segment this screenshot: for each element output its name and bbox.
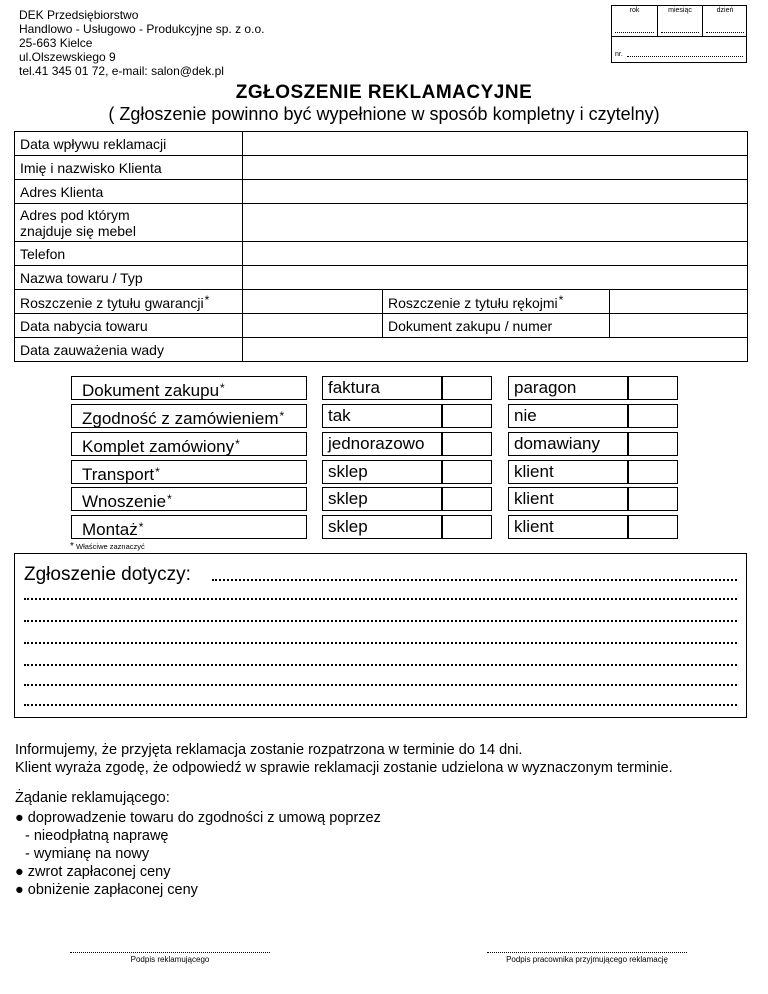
phone-label: Telefon: [15, 242, 243, 266]
checklist-checkbox-2[interactable]: [628, 460, 678, 484]
footnote-text: Właściwe zaznaczyć: [76, 542, 145, 551]
warranty-claim-text: Roszczenie z tytułu gwarancji: [20, 294, 204, 311]
demand-item: ● zwrot zapłaconej ceny: [15, 864, 171, 880]
complaint-label: Zgłoszenie dotyczy:: [24, 564, 191, 585]
employee-signature-label: Podpis pracownika przyjmującego reklamację: [506, 955, 668, 964]
checklist-option-1: sklep: [322, 460, 442, 484]
checklist-checkbox-2[interactable]: [628, 376, 678, 400]
checklist-option-1: sklep: [322, 487, 442, 511]
checklist-option-2: klient: [508, 487, 628, 511]
checklist-option-2: domawiany: [508, 432, 628, 456]
company-line: 25-663 Kielce: [19, 36, 93, 50]
warranty-claim-label: [15, 290, 243, 314]
checklist-checkbox-2[interactable]: [628, 487, 678, 511]
month-field[interactable]: [658, 6, 703, 36]
receipt-date-field[interactable]: [243, 132, 748, 156]
number-label: nr.: [615, 51, 623, 58]
checklist-label: Transport*: [71, 460, 307, 484]
bullet-icon: ●: [15, 810, 24, 826]
checklist-option-2: nie: [508, 404, 628, 428]
company-header: [19, 8, 264, 78]
day-field[interactable]: [703, 6, 747, 36]
checklist-option-1: sklep: [322, 515, 442, 539]
furniture-address-field[interactable]: [243, 204, 748, 242]
bullet-icon: ●: [15, 882, 24, 898]
footnote: [70, 541, 145, 552]
demand-section: [15, 789, 381, 899]
demand-item: ● obniżenie zapłaconej ceny: [15, 882, 198, 898]
furniture-address-label-line1: Adres pod którym: [20, 206, 130, 223]
client-data-table: [14, 131, 748, 362]
client-name-field[interactable]: [243, 156, 748, 180]
star-icon: *: [235, 437, 240, 451]
demand-item: ● doprowadzenie towaru do zgodności z umową poprzez: [15, 810, 381, 826]
star-icon: *: [167, 492, 172, 506]
company-line: tel.41 345 01 72, e-mail: salon@dek.pl: [19, 64, 224, 78]
checklist-checkbox-2[interactable]: [628, 404, 678, 428]
checklist-checkbox-1[interactable]: [442, 432, 492, 456]
checklist-option-1: jednorazowo: [322, 432, 442, 456]
defect-date-field[interactable]: [243, 338, 748, 362]
checklist-label: Komplet zamówiony*: [71, 432, 307, 456]
checklist-label: Montaż*: [71, 515, 307, 539]
checklist-option-1: faktura: [322, 376, 442, 400]
purchase-date-label: Data nabycia towaru: [15, 314, 243, 338]
statutory-claim-text: Roszczenie z tytułu rękojmi: [388, 294, 558, 311]
demand-heading: Żądanie reklamującego:: [15, 790, 170, 806]
purchase-date-field[interactable]: [243, 314, 383, 338]
day-label: dzień: [716, 7, 734, 14]
star-icon: *: [70, 541, 74, 552]
client-address-label: Adres Klienta: [15, 180, 243, 204]
month-label: miesiąc: [668, 7, 692, 14]
phone-field[interactable]: [243, 242, 748, 266]
complaint-description-box[interactable]: [14, 553, 747, 718]
star-icon: *: [155, 465, 160, 479]
company-line: DEK Przedsiębiorstwo: [19, 8, 139, 22]
checklist-checkbox-2[interactable]: [628, 432, 678, 456]
checklist-option-2: paragon: [508, 376, 628, 400]
checklist-checkbox-1[interactable]: [442, 487, 492, 511]
checklist-checkbox-1[interactable]: [442, 460, 492, 484]
client-signature-label: Podpis reklamującego: [130, 955, 210, 964]
checklist-checkbox-1[interactable]: [442, 404, 492, 428]
year-field[interactable]: [612, 6, 658, 36]
defect-date-label: Data zauważenia wady: [15, 338, 243, 362]
client-address-field[interactable]: [243, 180, 748, 204]
info-line: Informujemy, że przyjęta reklamacja zostanie rozpatrzona w terminie do 14 dni.: [15, 742, 523, 758]
registration-date-box: [611, 5, 747, 63]
checklist-label: Zgodność z zamówieniem*: [71, 404, 307, 428]
checklist-label: Dokument zakupu*: [71, 376, 307, 400]
purchase-document-label: Dokument zakupu / numer: [383, 314, 610, 338]
checklist-checkbox-1[interactable]: [442, 515, 492, 539]
star-icon: *: [220, 381, 225, 395]
warranty-claim-field[interactable]: [243, 290, 383, 314]
star-icon: *: [558, 292, 564, 307]
company-line: Handlowo - Usługowo - Produkcyjne sp. z o.o.: [19, 22, 265, 36]
receipt-date-label: Data wpływu reklamacji: [15, 132, 243, 156]
demand-subitem: - nieodpłatną naprawę: [25, 828, 169, 844]
demand-subitem: - wymianę na nowy: [25, 846, 150, 862]
bullet-icon: ●: [15, 864, 24, 880]
star-icon: *: [204, 292, 210, 307]
checklist-option-2: klient: [508, 515, 628, 539]
form-title: ZGŁOSZENIE REKLAMACYJNE: [235, 82, 533, 103]
checklist-checkbox-2[interactable]: [628, 515, 678, 539]
checklist-label: Wnoszenie*: [71, 487, 307, 511]
year-label: rok: [629, 7, 640, 14]
statutory-claim-field[interactable]: [610, 290, 748, 314]
info-text: [15, 741, 673, 777]
client-name-label: Imię i nazwisko Klienta: [15, 156, 243, 180]
purchase-document-field[interactable]: [610, 314, 748, 338]
product-name-label: Nazwa towaru / Typ: [15, 266, 243, 290]
number-field[interactable]: [615, 51, 743, 58]
furniture-address-label-line2: znajduje się mebel: [20, 222, 136, 239]
info-line: Klient wyraża zgodę, że odpowiedź w sprawie reklamacji zostanie udzielona w wyznaczonym terminie.: [15, 760, 673, 776]
employee-signature[interactable]: [487, 952, 687, 964]
checklist-option-2: klient: [508, 460, 628, 484]
client-signature[interactable]: [70, 952, 270, 964]
star-icon: *: [138, 520, 144, 534]
checklist-checkbox-1[interactable]: [442, 376, 492, 400]
star-icon: *: [279, 409, 285, 423]
company-line: ul.Olszewskiego 9: [19, 50, 116, 64]
furniture-address-label: [15, 204, 243, 242]
statutory-claim-label: [383, 290, 610, 314]
product-name-field[interactable]: [243, 266, 748, 290]
checklist-option-1: tak: [322, 404, 442, 428]
form-subtitle: ( Zgłoszenie powinno być wypełnione w sposób kompletny i czytelny): [108, 104, 660, 124]
